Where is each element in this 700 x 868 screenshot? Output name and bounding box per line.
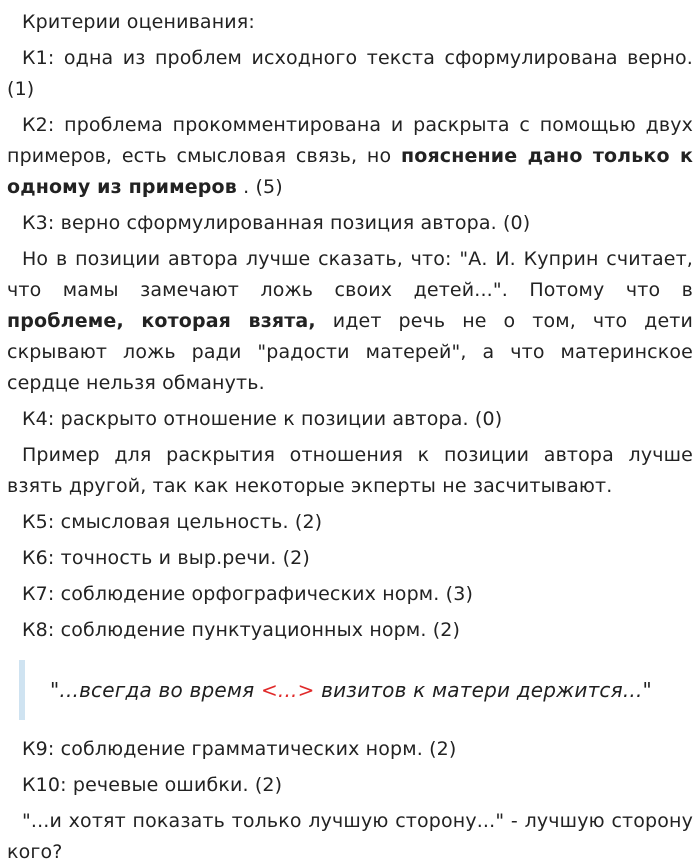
quote-omission-marker: <...> (260, 678, 315, 702)
criterion-k2-bold: пояснение дано только к одному из примеров (7, 145, 693, 198)
criterion-k2 (7, 110, 693, 203)
criterion-k2-text: К2: проблема прокомментирована и раскрыта с помощью двух примеров, есть смысловая связь, но (7, 114, 693, 167)
criterion-k10-note: "...и хотят показать только лучшую сторону..." - лучшую сторону кого? (7, 810, 693, 863)
criterion-k8: К8: соблюдение пунктуационных норм. (2) (22, 619, 461, 641)
criterion-k9: К9: соблюдение грамматических норм. (2) (22, 738, 457, 760)
criterion-k7: К7: соблюдение орфографических норм. (3) (22, 583, 474, 605)
criterion-k4-note: Пример для раскрытия отношения к позиции автора лучше взять другой, так как некоторые экперты не засчитывают. (7, 444, 693, 497)
criterion-k6: К6: точность и выр.речи. (2) (22, 547, 310, 569)
criteria-title: Критерии оценивания: (22, 11, 255, 33)
criterion-k5: К5: смысловая цельность. (2) (22, 511, 323, 533)
quote-block (19, 660, 693, 720)
criterion-k10: К10: речевые ошибки. (2) (22, 774, 283, 796)
criterion-k1: К1: одна из проблем исходного текста сформулирована верно. (1) (7, 47, 693, 100)
criterion-k3-note-bold: проблеме, которая взята, (7, 310, 316, 332)
criterion-k2-tail: . (5) (236, 176, 283, 198)
criterion-k3-note-text1: Но в позиции автора лучше сказать, что: "А. И. Куприн считает, что мамы замечают ложь своих детей...". Потому что в (7, 248, 693, 301)
criterion-k3-note (7, 244, 693, 399)
quote-text-before: "...всегда во время (50, 678, 261, 702)
criterion-k4: К4: раскрыто отношение к позиции автора. (0) (22, 408, 503, 430)
criterion-k3: К3: верно сформулированная позиция автора. (0) (22, 212, 531, 234)
criterion-k3-note-text2: идет речь не о том, что дети скрывают ложь ради "радости матерей", а что материнское сердце нельзя обмануть. (7, 310, 693, 394)
quote-text-after: визитов к матери держится..." (314, 678, 652, 702)
